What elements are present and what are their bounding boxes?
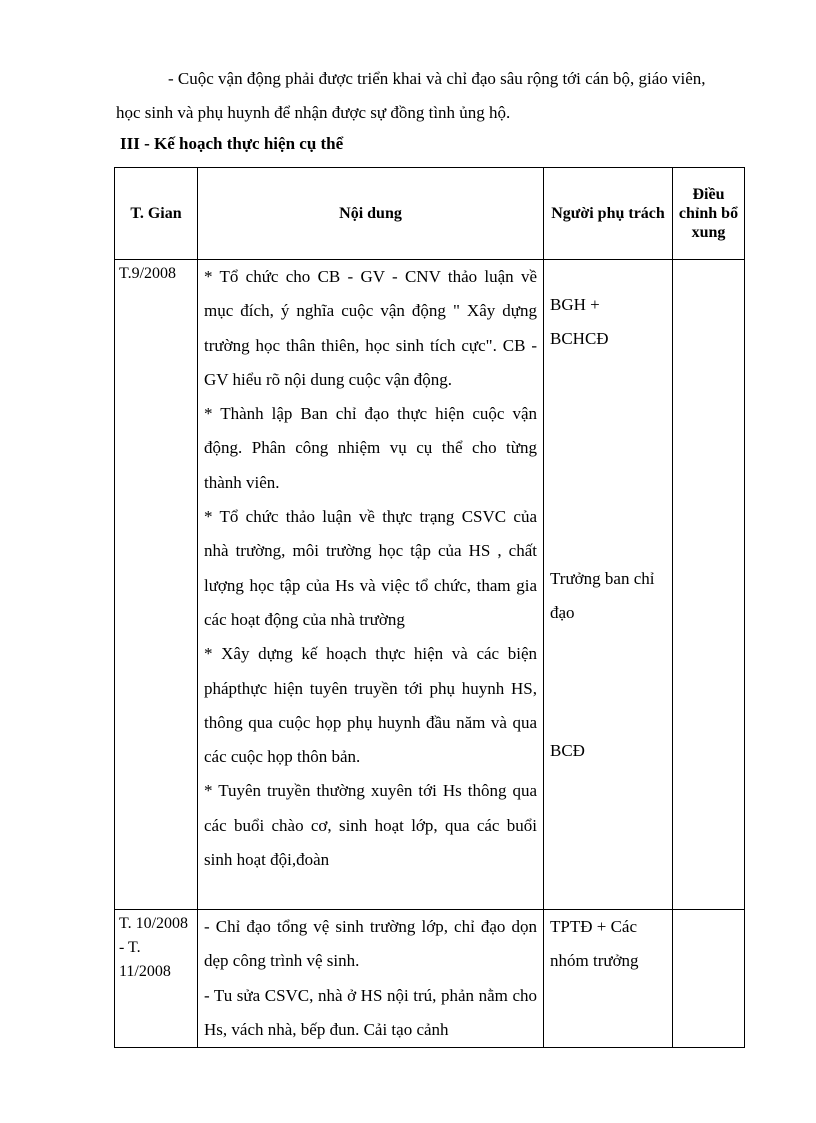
header-time: T. Gian [115, 168, 198, 260]
plan-table [114, 167, 745, 1048]
header-adjustment: Điều chỉnh bổ xung [673, 168, 745, 260]
row-time: T. 10/2008 - T. 11/2008 [115, 910, 198, 1048]
content-item: * Tuyên truyền thường xuyên tới Hs thông qua các buổi chào cơ, sinh hoạt lớp, qua các buổi sinh hoạt đội,đoàn [204, 781, 537, 870]
responsible-item: Trưởng ban chỉ đạo [550, 569, 655, 622]
intro-paragraph: - Cuộc vận động phải được triển khai và chỉ đạo sâu rộng tới cán bộ, giáo viên, học sinh và phụ huynh để nhận được sự đồng tình ủng hộ. [116, 69, 706, 122]
content-item: - Chỉ đạo tổng vệ sinh trường lớp, chỉ đạo dọn dẹp công trình vệ sinh. [204, 917, 537, 971]
header-responsible: Người phụ trách [544, 168, 673, 260]
content-item: * Tổ chức cho CB - GV - CNV thảo luận về mục đích, ý nghĩa cuộc vận động " Xây dựng trường học thân thiên, học sinh tích cực". CB - GV hiểu rõ nội dung cuộc vận động. [204, 267, 537, 389]
table-header-row [115, 168, 745, 260]
table-row [115, 260, 745, 910]
row-responsible [544, 910, 673, 1048]
responsible-item: BGH + BCHCĐ [550, 295, 609, 348]
content-item: - Tu sửa CSVC, nhà ở HS nội trú, phản nằm cho Hs, vách nhà, bếp đun. Cải tạo cảnh [204, 985, 537, 1039]
header-content: Nội dung [198, 168, 544, 260]
row-adjustment [673, 910, 745, 1048]
content-item: * Tổ chức thảo luận về thực trạng CSVC của nhà trường, môi trường học tập của HS , chất lượng học tập của Hs và việc tổ chức, tham gia các hoạt động của nhà trường [204, 507, 537, 629]
content-item: * Thành lập Ban chỉ đạo thực hiện cuộc vận động. Phân công nhiệm vụ cụ thể cho từng thành viên. [204, 404, 537, 492]
content-item: * Xây dựng kế hoạch thực hiện và các biện phápthực hiện tuyên truyền tới phụ huynh HS, thông qua cuộc họp phụ huynh đầu năm và qua các cuộc họp thôn bản. [204, 644, 537, 767]
row-content [198, 260, 544, 910]
row-responsible [544, 260, 673, 910]
row-adjustment [673, 260, 745, 910]
responsible-item: BCĐ [550, 741, 585, 760]
row-content [198, 910, 544, 1048]
row-time: T.9/2008 [115, 260, 198, 910]
section-heading: III - Kế hoạch thực hiện cụ thể [120, 134, 344, 153]
responsible-item: TPTĐ + Các nhóm trưởng [550, 917, 639, 970]
table-row [115, 910, 745, 1048]
